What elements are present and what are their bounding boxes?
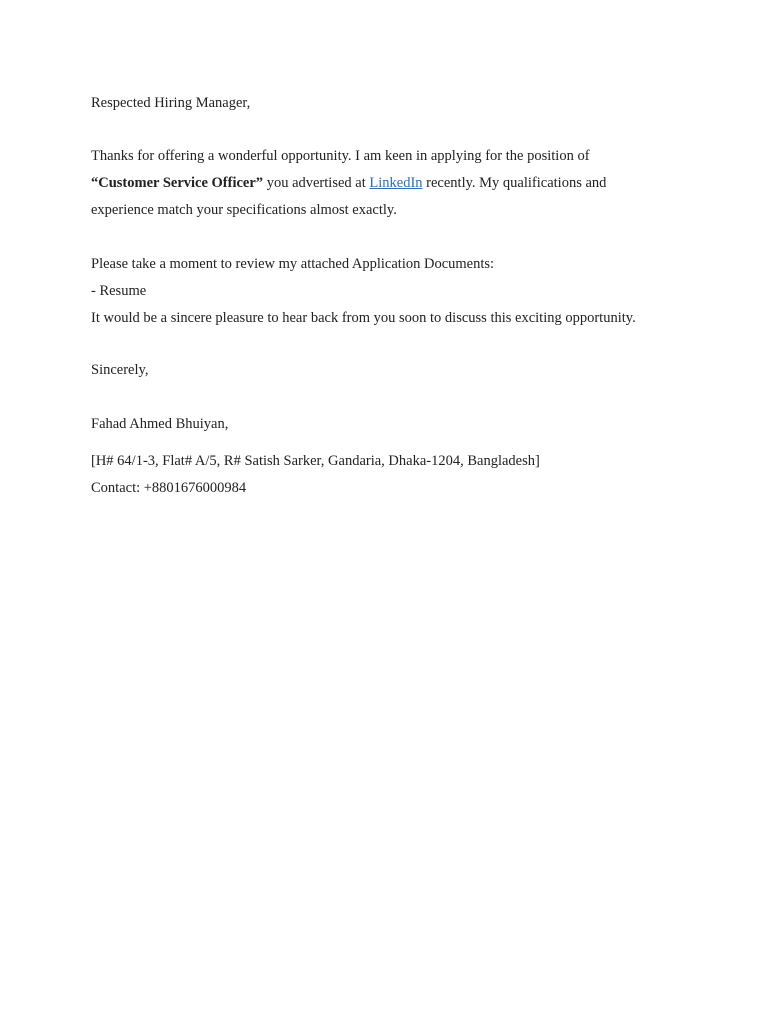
position-title: “Customer Service Officer” — [91, 175, 264, 191]
address: [H# 64/1-3, Flat# A/5, R# Satish Sarker, Gandaria, Dhaka-1204, Bangladesh] — [91, 453, 540, 469]
paragraph-1-line-3: experience match your specifications almost exactly. — [91, 202, 397, 218]
contact: Contact: +8801676000984 — [91, 480, 247, 496]
paragraph-1-line-1: Thanks for offering a wonderful opportunity. I am keen in applying for the position of — [91, 148, 590, 164]
paragraph-2-line-1: Please take a moment to review my attached Application Documents: — [91, 256, 495, 272]
salutation: Respected Hiring Manager, — [91, 95, 251, 111]
signature-name: Fahad Ahmed Bhuiyan, — [91, 416, 229, 432]
after-link-text: recently. My qualifications and — [422, 175, 607, 191]
closing: Sincerely, — [91, 362, 149, 378]
paragraph-2-line-3: It would be a sincere pleasure to hear back from you soon to discuss this exciting opportunity. — [91, 310, 636, 326]
advertised-at-text: you advertised at — [263, 175, 370, 191]
linkedin-link[interactable]: LinkedIn — [369, 175, 423, 191]
paragraph-1-line-2 — [91, 174, 606, 192]
resume-list-item: - Resume — [91, 283, 147, 299]
